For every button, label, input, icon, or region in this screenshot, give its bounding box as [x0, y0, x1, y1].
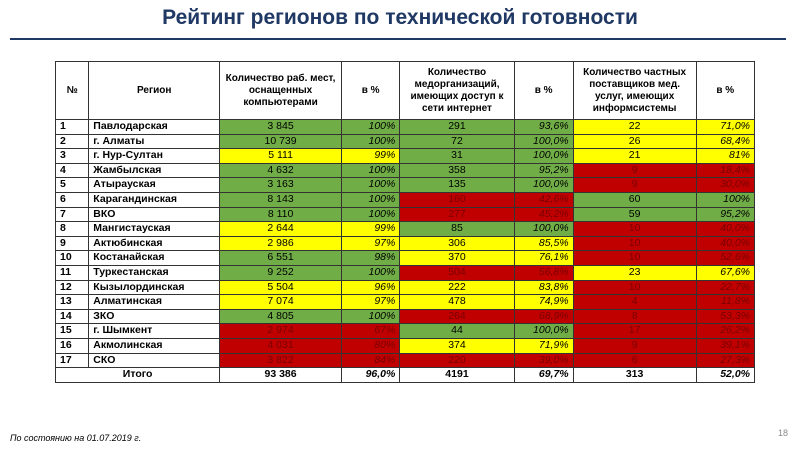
- computers-value: 4 632: [220, 163, 342, 178]
- internet-pct: 71,9%: [514, 338, 573, 353]
- private-pct: 40,0%: [696, 236, 754, 251]
- computers-pct: 100%: [341, 309, 399, 324]
- region-name: Карагандинская: [89, 192, 220, 207]
- table-footer: [56, 368, 755, 383]
- internet-pct: 68,9%: [514, 309, 573, 324]
- page-number: 18: [777, 428, 788, 438]
- row-number: 3: [56, 149, 89, 164]
- computers-value: 8 110: [220, 207, 342, 222]
- internet-pct: 95,2%: [514, 163, 573, 178]
- region-name: г. Алматы: [89, 134, 220, 149]
- region-name: г. Нур-Султан: [89, 149, 220, 164]
- private-value: 22: [573, 120, 696, 135]
- table-row: [56, 192, 755, 207]
- total-computers: 93 386: [220, 368, 342, 383]
- private-value: 26: [573, 134, 696, 149]
- private-value: 4: [573, 295, 696, 310]
- region-name: Туркестанская: [89, 265, 220, 280]
- private-value: 9: [573, 338, 696, 353]
- computers-value: 5 504: [220, 280, 342, 295]
- computers-pct: 100%: [341, 163, 399, 178]
- total-pct-computers: 96,0%: [341, 368, 399, 383]
- private-pct: 67,6%: [696, 265, 754, 280]
- header-pct-internet: в %: [514, 62, 573, 120]
- computers-pct: 84%: [341, 353, 399, 368]
- private-pct: 40,0%: [696, 222, 754, 237]
- computers-value: 4 805: [220, 309, 342, 324]
- table-row: [56, 178, 755, 193]
- internet-value: 504: [400, 265, 514, 280]
- computers-pct: 67%: [341, 324, 399, 339]
- table-body: [56, 120, 755, 368]
- table-row: [56, 338, 755, 353]
- region-name: Костанайская: [89, 251, 220, 266]
- header-private: Количество частных поставщиков мед. услуг, имеющих информсистемы: [573, 62, 696, 120]
- row-number: 10: [56, 251, 89, 266]
- internet-pct: 100,0%: [514, 222, 573, 237]
- computers-pct: 98%: [341, 251, 399, 266]
- private-pct: 11,8%: [696, 295, 754, 310]
- total-label: Итого: [56, 368, 220, 383]
- header-row: [56, 62, 755, 120]
- computers-pct: 100%: [341, 120, 399, 135]
- table-row: [56, 222, 755, 237]
- footnote: По состоянию на 01.07.2019 г.: [10, 433, 142, 443]
- internet-pct: 76,1%: [514, 251, 573, 266]
- internet-pct: 39,0%: [514, 353, 573, 368]
- computers-value: 9 252: [220, 265, 342, 280]
- internet-pct: 100,0%: [514, 134, 573, 149]
- computers-value: 2 644: [220, 222, 342, 237]
- table-header: [56, 62, 755, 120]
- internet-value: 31: [400, 149, 514, 164]
- region-name: Кызылординская: [89, 280, 220, 295]
- header-computers: Количество раб. мест, оснащенных компьютерами: [220, 62, 342, 120]
- region-name: Мангистауская: [89, 222, 220, 237]
- row-number: 9: [56, 236, 89, 251]
- private-value: 60: [573, 192, 696, 207]
- header-pct-computers: в %: [341, 62, 399, 120]
- internet-value: 44: [400, 324, 514, 339]
- internet-value: 478: [400, 295, 514, 310]
- private-value: 10: [573, 280, 696, 295]
- row-number: 11: [56, 265, 89, 280]
- row-number: 15: [56, 324, 89, 339]
- table-row: [56, 280, 755, 295]
- total-pct-private: 52,0%: [696, 368, 754, 383]
- table-row: [56, 265, 755, 280]
- internet-value: 277: [400, 207, 514, 222]
- private-pct: 22,7%: [696, 280, 754, 295]
- row-number: 14: [56, 309, 89, 324]
- private-value: 9: [573, 163, 696, 178]
- table-row: [56, 324, 755, 339]
- computers-pct: 96%: [341, 280, 399, 295]
- row-number: 5: [56, 178, 89, 193]
- private-pct: 81%: [696, 149, 754, 164]
- computers-pct: 99%: [341, 149, 399, 164]
- computers-pct: 100%: [341, 178, 399, 193]
- total-row: [56, 368, 755, 383]
- internet-value: 291: [400, 120, 514, 135]
- computers-value: 10 739: [220, 134, 342, 149]
- private-value: 10: [573, 222, 696, 237]
- total-pct-internet: 69,7%: [514, 368, 573, 383]
- table-row: [56, 353, 755, 368]
- internet-pct: 100,0%: [514, 149, 573, 164]
- computers-pct: 100%: [341, 265, 399, 280]
- region-name: СКО: [89, 353, 220, 368]
- private-pct: 52,6%: [696, 251, 754, 266]
- rating-table: [55, 61, 755, 383]
- row-number: 7: [56, 207, 89, 222]
- computers-pct: 80%: [341, 338, 399, 353]
- region-name: Актюбинская: [89, 236, 220, 251]
- region-name: Павлодарская: [89, 120, 220, 135]
- region-name: Акмолинская: [89, 338, 220, 353]
- private-pct: 53,3%: [696, 309, 754, 324]
- page-title: Рейтинг регионов по технической готовности: [162, 6, 638, 29]
- internet-pct: 56,8%: [514, 265, 573, 280]
- private-pct: 26,2%: [696, 324, 754, 339]
- private-value: 21: [573, 149, 696, 164]
- private-pct: 95,2%: [696, 207, 754, 222]
- computers-value: 2 974: [220, 324, 342, 339]
- row-number: 13: [56, 295, 89, 310]
- computers-pct: 100%: [341, 192, 399, 207]
- region-name: Жамбылская: [89, 163, 220, 178]
- internet-value: 222: [400, 280, 514, 295]
- private-pct: 68,4%: [696, 134, 754, 149]
- row-number: 6: [56, 192, 89, 207]
- internet-pct: 74,9%: [514, 295, 573, 310]
- computers-value: 8 143: [220, 192, 342, 207]
- private-value: 9: [573, 178, 696, 193]
- region-name: Алматинская: [89, 295, 220, 310]
- computers-pct: 97%: [341, 236, 399, 251]
- internet-value: 85: [400, 222, 514, 237]
- private-pct: 30,0%: [696, 178, 754, 193]
- row-number: 17: [56, 353, 89, 368]
- computers-pct: 100%: [341, 207, 399, 222]
- total-internet: 4191: [400, 368, 514, 383]
- header-region: Регион: [89, 62, 220, 120]
- internet-value: 374: [400, 338, 514, 353]
- private-value: 17: [573, 324, 696, 339]
- internet-pct: 45,2%: [514, 207, 573, 222]
- row-number: 2: [56, 134, 89, 149]
- internet-value: 264: [400, 309, 514, 324]
- region-name: ЗКО: [89, 309, 220, 324]
- computers-pct: 97%: [341, 295, 399, 310]
- header-internet: Количество медорганизаций, имеющих доступ к сети интернет: [400, 62, 514, 120]
- internet-value: 135: [400, 178, 514, 193]
- computers-value: 5 111: [220, 149, 342, 164]
- title-underline: [10, 38, 786, 40]
- internet-pct: 100,0%: [514, 178, 573, 193]
- internet-pct: 100,0%: [514, 324, 573, 339]
- private-value: 8: [573, 309, 696, 324]
- private-value: 10: [573, 251, 696, 266]
- internet-value: 72: [400, 134, 514, 149]
- private-pct: 27,3%: [696, 353, 754, 368]
- table-row: [56, 163, 755, 178]
- computers-value: 3 822: [220, 353, 342, 368]
- private-pct: 100%: [696, 192, 754, 207]
- private-value: 23: [573, 265, 696, 280]
- table-row: [56, 251, 755, 266]
- header-num: №: [56, 62, 89, 120]
- row-number: 1: [56, 120, 89, 135]
- private-value: 10: [573, 236, 696, 251]
- table-row: [56, 236, 755, 251]
- internet-value: 160: [400, 192, 514, 207]
- computers-value: 4 031: [220, 338, 342, 353]
- table-row: [56, 309, 755, 324]
- table-row: [56, 207, 755, 222]
- region-name: г. Шымкент: [89, 324, 220, 339]
- region-name: ВКО: [89, 207, 220, 222]
- private-pct: 71,0%: [696, 120, 754, 135]
- header-pct-private: в %: [696, 62, 754, 120]
- private-pct: 18,4%: [696, 163, 754, 178]
- internet-pct: 42,6%: [514, 192, 573, 207]
- table-row: [56, 134, 755, 149]
- computers-value: 3 845: [220, 120, 342, 135]
- total-private: 313: [573, 368, 696, 383]
- computers-value: 2 986: [220, 236, 342, 251]
- row-number: 12: [56, 280, 89, 295]
- private-value: 6: [573, 353, 696, 368]
- computers-value: 3 163: [220, 178, 342, 193]
- region-name: Атырауская: [89, 178, 220, 193]
- internet-pct: 83,8%: [514, 280, 573, 295]
- internet-value: 358: [400, 163, 514, 178]
- internet-pct: 93,6%: [514, 120, 573, 135]
- internet-pct: 85,5%: [514, 236, 573, 251]
- table-row: [56, 149, 755, 164]
- computers-value: 7 074: [220, 295, 342, 310]
- row-number: 4: [56, 163, 89, 178]
- row-number: 8: [56, 222, 89, 237]
- computers-value: 6 551: [220, 251, 342, 266]
- table-row: [56, 295, 755, 310]
- computers-pct: 100%: [341, 134, 399, 149]
- row-number: 16: [56, 338, 89, 353]
- private-pct: 39,1%: [696, 338, 754, 353]
- internet-value: 220: [400, 353, 514, 368]
- internet-value: 306: [400, 236, 514, 251]
- internet-value: 370: [400, 251, 514, 266]
- table-row: [56, 120, 755, 135]
- private-value: 59: [573, 207, 696, 222]
- computers-pct: 99%: [341, 222, 399, 237]
